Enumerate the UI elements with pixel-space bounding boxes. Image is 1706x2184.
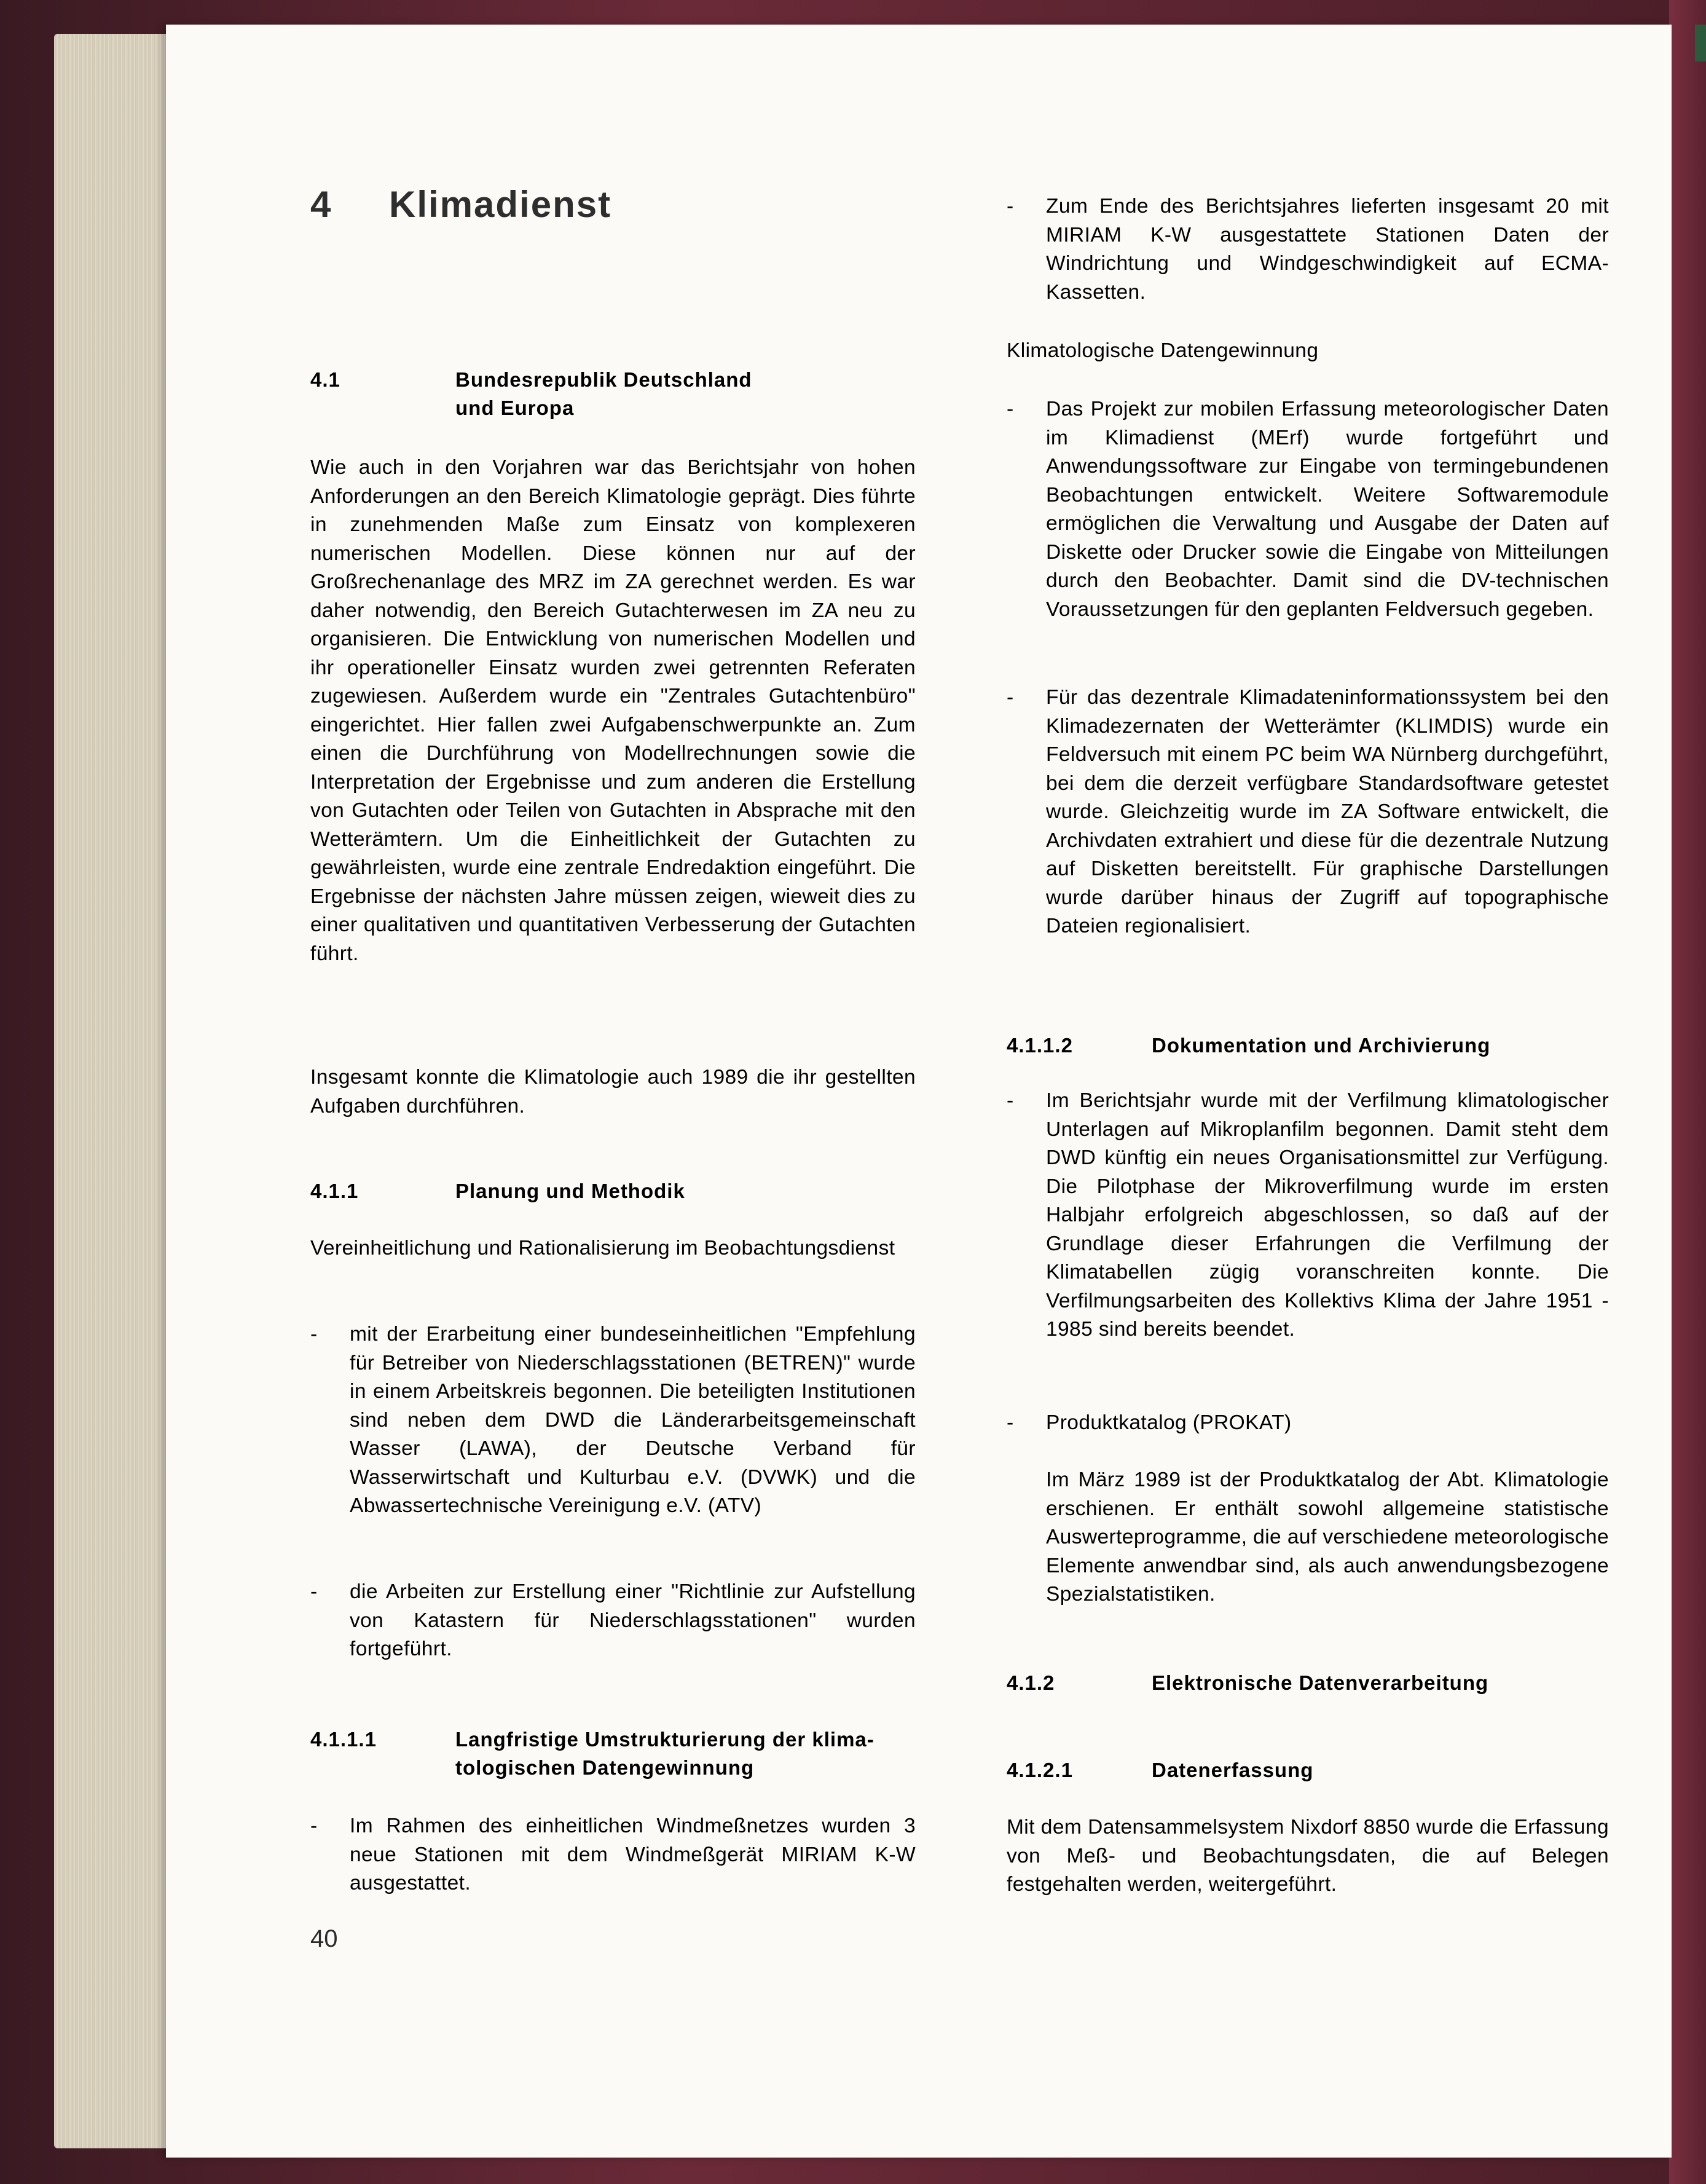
list-item-text: Für das dezentrale Klimadateninformationssystem bei den Klimadezernaten der Wetterämter (KLIMDIS) wurde ein Feldversuch mit einem PC beim WA Nürnberg durchgeführt, bei dem die derzeit verfügbare Standardsoftware getestet wurde. Gleichzeitig wurde im ZA Software entwickelt, die Archivdaten extrahiert und diese für die dezentrale Nutzung auf Disketten bereitstellt. Für graphische Darstellungen wurde darüber hinaus der Zugriff auf topographische Dateien regionalisiert. [1046, 686, 1609, 937]
bullet-dash: - [1007, 1411, 1014, 1434]
section-heading-4-1-2-1 [1007, 1756, 1609, 1784]
body-paragraph: Im März 1989 ist der Produktkatalog der Abt. Klimatologie erschienen. Er enthält sowohl allgemeine statistische Auswerteprogramme, die auf verschiedene meteorologische Elemente anwendbar sind, als auch anwendungsbezogene Spezialstatistiken. [1046, 1468, 1609, 1606]
section-number: 4.1.1.1 [310, 1728, 377, 1751]
bullet-dash: - [310, 1323, 318, 1346]
subsection-label: Klimatologische Datengewinnung [1007, 339, 1319, 362]
bullet-dash: - [1007, 195, 1014, 218]
section-heading-4-1-2 [1007, 1669, 1609, 1697]
section-title-line2: tologischen Datengewinnung [455, 1756, 755, 1779]
list-item [1007, 192, 1609, 309]
section-heading-4-1-1 [310, 1177, 916, 1205]
section-heading-4-1-1-2 [1007, 1031, 1609, 1060]
body-paragraph: Vereinheitlichung und Rationalisierung im Beobachtungsdienst [310, 1237, 895, 1260]
list-item-text: die Arbeiten zur Erstellung einer "Richtlinie zur Aufstellung von Katastern für Niederschlagsstationen" wurden fortgeführt. [350, 1580, 916, 1660]
list-item-text: Zum Ende des Berichtsjahres lieferten insgesamt 20 mit MIRIAM K-W ausgestattete Stationen Daten der Windrichtung und Windgeschwindigkeit auf ECMA-Kassetten. [1046, 195, 1609, 304]
bullet-dash: - [310, 1580, 318, 1603]
list-item [1007, 1087, 1609, 1376]
list-item [1007, 684, 1609, 972]
section-title: Elektronische Datenverarbeitung [1152, 1671, 1489, 1694]
chapter-number: 4 [310, 184, 332, 225]
bullet-dash: - [1007, 398, 1014, 420]
section-number: 4.1.2 [1007, 1671, 1055, 1694]
section-number: 4.1.1 [310, 1180, 359, 1202]
list-item-text: Das Projekt zur mobilen Erfassung meteorologischer Daten im Klimadienst (MErf) wurde fortgeführt und Anwendungssoftware zur Eingabe von termingebundenen Beobachtungen entwickelt. Weitere Softwaremodule ermöglichen die Verwaltung und Ausgabe der Daten auf Diskette oder Drucker sowie die Eingabe von Mitteilungen durch den Beobachter. Damit sind die DV-technischen Voraussetzungen für den geplanten Feldversuch gegeben. [1046, 398, 1609, 621]
page-stack-edges [54, 34, 171, 2148]
bullet-dash: - [1007, 686, 1014, 709]
list-item [1007, 395, 1609, 653]
section-number: 4.1.2.1 [1007, 1759, 1073, 1781]
section-heading-4-1-1-1 [310, 1725, 916, 1782]
list-item [310, 1578, 916, 1664]
body-paragraph: Mit dem Datensammelsystem Nixdorf 8850 wurde die Erfassung von Meß- und Beobachtungsdaten, die auf Belegen festgehalten werden, weitergeführt. [1007, 1816, 1609, 1896]
section-title-line2: und Europa [455, 396, 575, 419]
bullet-dash: - [1007, 1089, 1014, 1112]
list-item-text: Im Berichtsjahr wurde mit der Verfilmung klimatologischer Unterlagen auf Mikroplanfilm begonnen. Damit steht dem DWD künftig ein neues Organisationsmittel zur Verfügung. Die Pilotphase der Mikroverfilmung wurde im ersten Halbjahr erfolgreich abgeschlossen, so daß auf der Grundlage dieser Erfahrungen die Verfilmung der Klimatabellen zügig voranschreiten konnte. Die Verfilmungsarbeiten des Kollektivs Klima der Jahre 1951 - 1985 sind bereits beendet. [1046, 1089, 1609, 1341]
section-title-line1: Langfristige Umstrukturierung der klima- [455, 1728, 875, 1751]
list-item-text: Produktkatalog (PROKAT) [1046, 1411, 1292, 1434]
chapter-title [310, 183, 611, 226]
section-heading-4-1 [310, 366, 916, 422]
page-number: 40 [310, 1925, 338, 1952]
list-item [1007, 1409, 1609, 1437]
section-title-line1: Bundesrepublik Deutschland [455, 368, 752, 391]
chapter-title-text: Klimadienst [389, 184, 612, 225]
scan-color-mark [1695, 25, 1706, 61]
list-item [310, 1812, 916, 1898]
section-number: 4.1.1.2 [1007, 1034, 1073, 1057]
bullet-dash: - [310, 1815, 318, 1837]
section-title: Datenerfassung [1152, 1759, 1314, 1781]
body-paragraph: Insgesamt konnte die Klimatologie auch 1989 die ihr gestellten Aufgaben durchführen. [310, 1066, 916, 1118]
section-number: 4.1 [310, 368, 340, 391]
section-title: Dokumentation und Archivierung [1152, 1034, 1491, 1057]
book-cover-right-edge [1669, 0, 1706, 2184]
list-item [310, 1320, 916, 1554]
list-item-text: mit der Erarbeitung einer bundeseinheitlichen "Empfehlung für Betreiber von Niederschlagsstationen (BETREN)" wurde in einem Arbeitskreis begonnen. Die beteiligten Institutionen sind neben dem DWD die Länderarbeitsgemeinschaft Wasser (LAWA), der Deutsche Verband für Wasserwirtschaft und Kulturbau e.V. (DVWK) und die Abwassertechnische Vereinigung e.V. (ATV) [350, 1323, 916, 1517]
list-item-text: Im Rahmen des einheitlichen Windmeßnetzes wurden 3 neue Stationen mit dem Windmeßgerät MIRIAM K-W ausgestattet. [350, 1815, 916, 1894]
body-paragraph: Wie auch in den Vorjahren war das Berichtsjahr von hohen Anforderungen an den Bereich Klimatologie geprägt. Dies führte in zunehmenden Maße zum Einsatz von komplexeren numerischen Modellen. Diese können nur auf der Großrechenanlage des MRZ im ZA gerechnet werden. Es war daher notwendig, den Bereich Gutachterwesen im ZA neu zu organisieren. Die Entwicklung von numerischen Modellen und ihr operationeller Einsatz wurden zwei getrennten Referaten zugewiesen. Außerdem wurde ein "Zentrales Gutachtenbüro" eingerichtet. Hier fallen zwei Aufgabenschwerpunkte an. Zum einen die Durchführung von Modellrechnungen sowie die Interpretation der Ergebnisse und zum anderen die Erstellung von Gutachten oder Teilen von Gutachten in Absprache mit den Wetterämtern. Um die Einheitlichkeit der Gutachten zu gewährleisten, wurde eine zentrale Endredaktion eingeführt. Die Ergebnisse der nächsten Jahre müssen zeigen, wieweit dies zu einer qualitativen und quantitativen Verbesserung der Gutachten führt. [310, 456, 916, 965]
section-title: Planung und Methodik [455, 1180, 685, 1202]
